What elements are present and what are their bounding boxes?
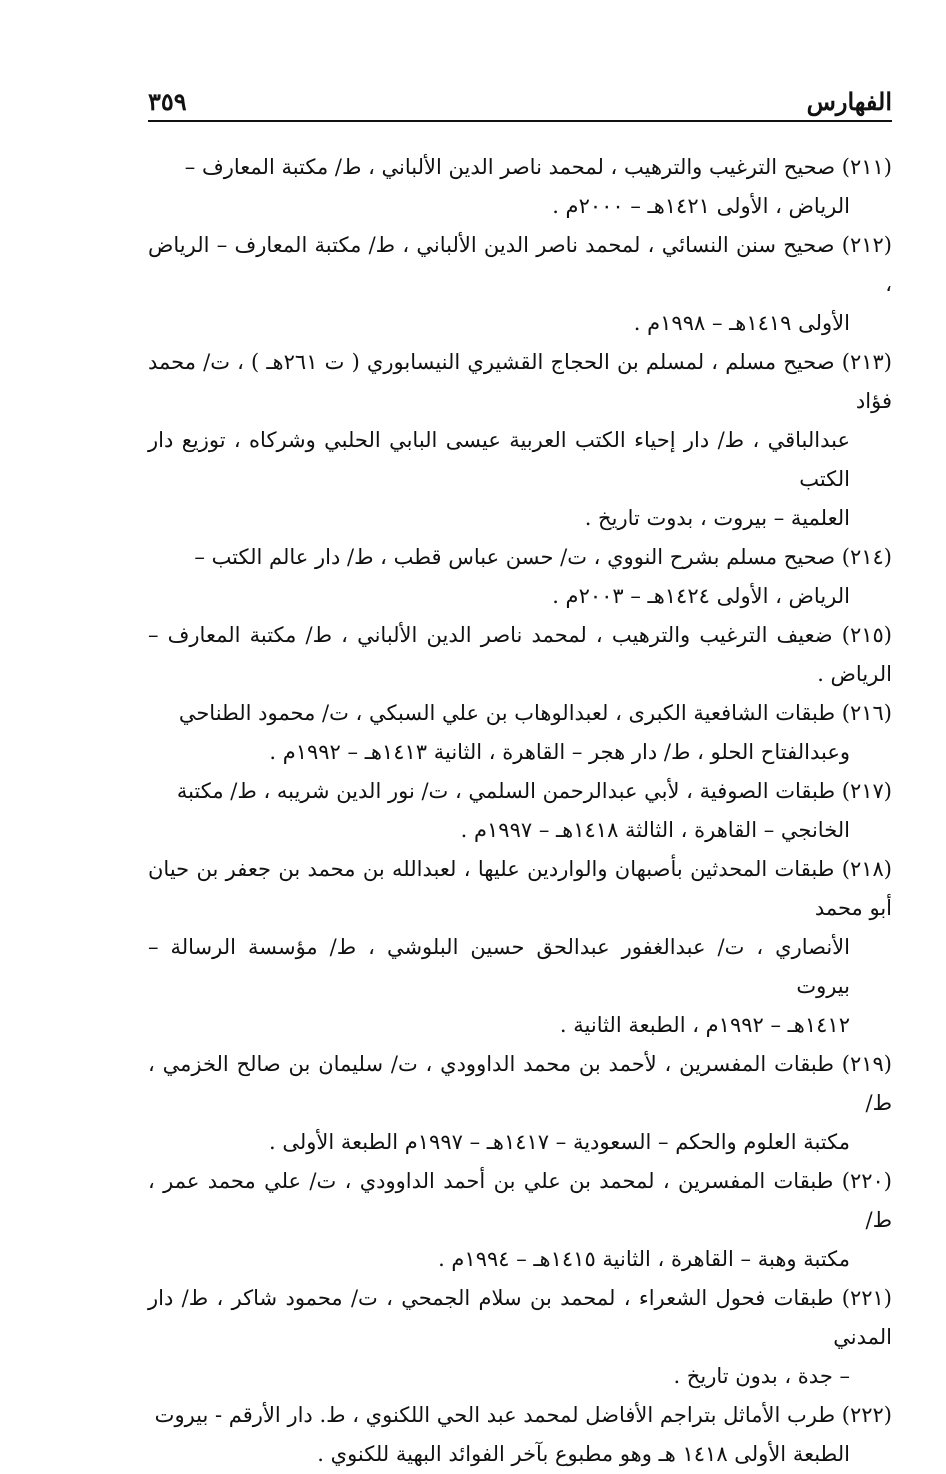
page-number: ٣٥٩ <box>148 87 187 116</box>
entry-continuation-line: الخانجي – القاهرة ، الثالثة ١٤١٨هـ – ١٩٩٧م . <box>460 818 850 842</box>
entry-number: (٢١١) <box>841 155 892 179</box>
bibliography-entry <box>148 226 892 343</box>
running-header <box>148 82 892 122</box>
entry-text: طبقات الصوفية ، لأبي عبدالرحمن السلمي ، ت/ نور الدين شريبه ، ط/ مكتبة <box>176 779 836 803</box>
entry-text: طبقات الشافعية الكبرى ، لعبدالوهاب بن علي السبكي ، ت/ محمود الطناحي <box>178 701 836 725</box>
entry-continuation-line: العلمية – بيروت ، بدوت تاريخ . <box>584 506 850 530</box>
entry-text: طبقات المفسرين ، لأحمد بن محمد الداوودي ، ت/ سليمان بن صالح الخزمي ، ط/ <box>148 1052 892 1115</box>
entry-continuation-line: وعبدالفتاح الحلو ، ط/ دار هجر – القاهرة ، الثانية ١٤١٣هـ – ١٩٩٢م . <box>269 740 850 764</box>
entry-number: (٢٢٢) <box>841 1403 892 1427</box>
entry-first-line <box>148 538 892 577</box>
bibliography-entry <box>148 850 892 1045</box>
bibliography-entry <box>148 148 892 226</box>
entry-number: (٢١٦) <box>841 701 892 725</box>
entry-text: صحيح الترغيب والترهيب ، لمحمد ناصر الدين الألباني ، ط/ مكتبة المعارف – <box>184 155 836 179</box>
bibliography-entry <box>148 694 892 772</box>
bibliography-entry <box>148 1396 892 1474</box>
entry-continuation-line: الأنصاري ، ت/ عبدالغفور عبدالحق حسين البلوشي ، ط/ مؤسسة الرسالة – بيروت <box>148 935 850 998</box>
entry-first-line <box>148 1045 892 1123</box>
entry-first-line <box>148 226 892 304</box>
entry-number: (٢١٩) <box>841 1052 892 1076</box>
bibliography-entry <box>148 616 892 694</box>
entry-continuation-line: – جدة ، بدون تاريخ . <box>673 1364 850 1388</box>
entry-number: (٢١٧) <box>841 779 892 803</box>
entry-continuation-line: الرياض ، الأولى ١٤٢٤هـ – ٢٠٠٣م . <box>552 584 850 608</box>
entry-text: طبقات فحول الشعراء ، لمحمد بن سلام الجمحي ، ت/ محمود شاكر ، ط/ دار المدني <box>148 1286 892 1349</box>
entry-continuation-line: مكتبة وهبة – القاهرة ، الثانية ١٤١٥هـ – ١٩٩٤م . <box>438 1247 850 1271</box>
entry-text: طرب الأماثل بتراجم الأفاضل لمحمد عبد الحي اللكنوي ، ط. دار الأرقم - بيروت <box>154 1403 836 1427</box>
bibliography-entry <box>148 1045 892 1162</box>
entry-continuation-line: مكتبة العلوم والحكم – السعودية – ١٤١٧هـ – ١٩٩٧م الطبعة الأولى . <box>269 1130 850 1154</box>
entry-first-line <box>148 850 892 928</box>
entry-first-line <box>148 148 892 187</box>
bibliography-entry <box>148 1162 892 1279</box>
entry-first-line <box>148 616 892 694</box>
entry-text: صحيح مسلم ، لمسلم بن الحجاج القشيري النيسابوري ( ت ٢٦١هـ ) ، ت/ محمد فؤاد <box>148 350 892 413</box>
bibliography-entry <box>148 1279 892 1396</box>
entry-text: طبقات المحدثين بأصبهان والواردين عليها ، لعبدالله بن محمد بن جعفر بن حيان أبو محمد <box>148 857 892 920</box>
entry-number: (٢١٥) <box>841 623 892 647</box>
entry-continuation-line: الطبعة الأولى ١٤١٨ هـ وهو مطبوع بآخر الفوائد البهية للكنوي . <box>317 1442 850 1466</box>
entry-continuation-line: الرياض ، الأولى ١٤٢١هـ – ٢٠٠٠م . <box>552 194 850 218</box>
entry-continuation-line: ١٤١٢هـ – ١٩٩٢م ، الطبعة الثانية . <box>559 1013 850 1037</box>
entry-text: ضعيف الترغيب والترهيب ، لمحمد ناصر الدين الألباني ، ط/ مكتبة المعارف – الرياض . <box>148 623 892 686</box>
entry-first-line <box>148 694 892 733</box>
entry-number: (٢٢١) <box>841 1286 892 1310</box>
entry-number: (٢٢٠) <box>841 1169 892 1193</box>
entry-text: صحيح سنن النسائي ، لمحمد ناصر الدين الألباني ، ط/ مكتبة المعارف – الرياض ، <box>148 233 892 296</box>
bibliography-list <box>148 148 892 1474</box>
entry-number: (٢١٨) <box>841 857 892 881</box>
entry-first-line <box>148 343 892 421</box>
bibliography-entry <box>148 538 892 616</box>
entry-number: (٢١٢) <box>841 233 892 257</box>
header-title: الفهارس <box>806 87 892 116</box>
entry-number: (٢١٤) <box>841 545 892 569</box>
entry-first-line <box>148 1279 892 1357</box>
entry-text: صحيح مسلم بشرح النووي ، ت/ حسن عباس قطب ، ط/ دار عالم الكتب – <box>194 545 836 569</box>
entry-continuation-line: الأولى ١٤١٩هـ – ١٩٩٨م . <box>633 311 850 335</box>
entry-number: (٢١٣) <box>841 350 892 374</box>
bibliography-entry <box>148 343 892 538</box>
entry-first-line <box>148 1162 892 1240</box>
entry-continuation-line: عبدالباقي ، ط/ دار إحياء الكتب العربية عيسى البابي الحلبي وشركاه ، توزيع دار الكتب <box>148 428 850 491</box>
entry-text: طبقات المفسرين ، لمحمد بن علي بن أحمد الداوودي ، ت/ علي محمد عمر ، ط/ <box>148 1169 892 1232</box>
entry-first-line <box>148 1396 892 1435</box>
bibliography-entry <box>148 772 892 850</box>
entry-first-line <box>148 772 892 811</box>
